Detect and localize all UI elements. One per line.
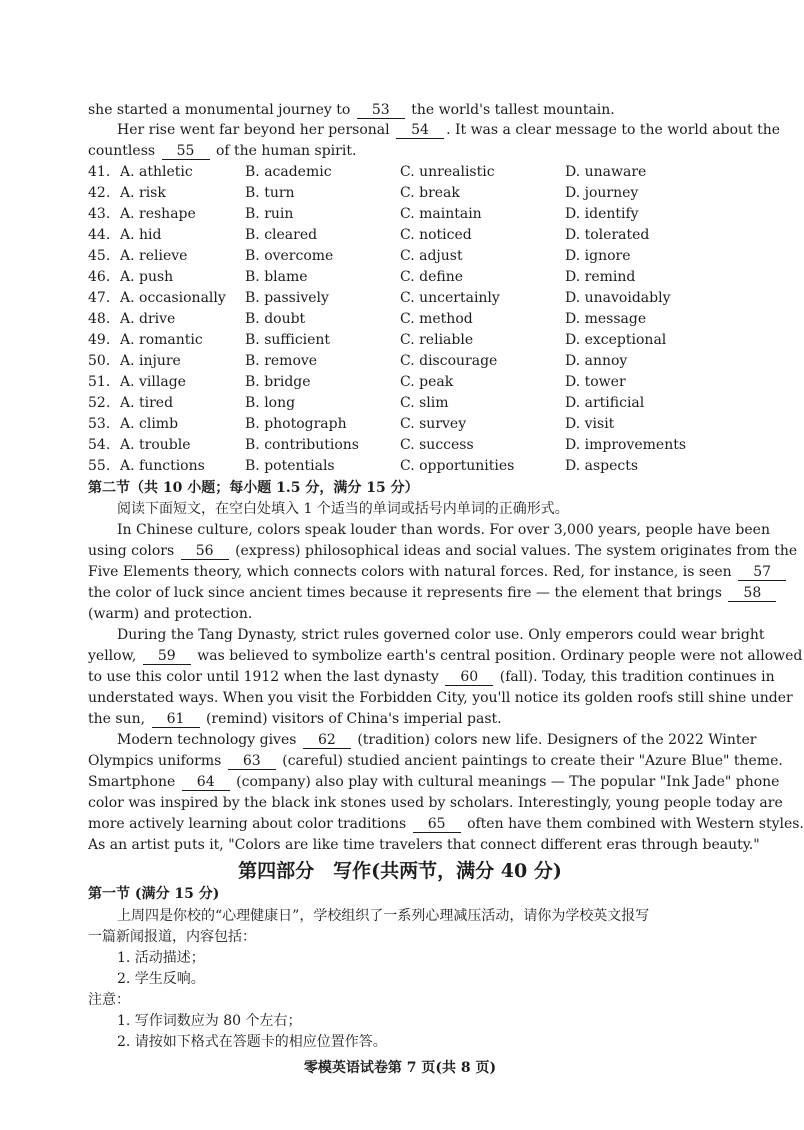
answer-blank: 55: [162, 143, 210, 160]
part4-section1-heading: 第一节 (满分 15 分): [88, 886, 220, 902]
passage-line: In Chinese culture, colors speak louder than words. For over 3,000 years, people have been: [117, 522, 770, 538]
option-row: 55. A. functions B. potentials C. opportunities D. aspects: [88, 458, 639, 474]
passage-line: yellow, 59 was believed to symbolize earth's central position. Ordinary people were not allowed: [88, 648, 803, 664]
passage-line: the sun, 61 (remind) visitors of China's imperial past.: [88, 711, 502, 727]
passage-line: using colors 56 (express) philosophical ideas and social values. The system originates from the: [88, 543, 798, 559]
answer-blank: 53: [357, 102, 405, 119]
passage-line: Her rise went far beyond her personal 54 . It was a clear message to the world about the: [117, 122, 781, 138]
answer-blank: 56: [181, 543, 229, 560]
passage-line: (warm) and protection.: [88, 606, 253, 622]
note-item: 2. 请按如下格式在答题卡的相应位置作答。: [117, 1034, 387, 1050]
passage-line: to use this color until 1912 when the last dynasty 60 (fall). Today, this tradition continues in: [88, 669, 775, 685]
option-row: 53. A. climb B. photograph C. survey D. visit: [88, 416, 615, 432]
answer-blank: 65: [413, 816, 461, 833]
section2-heading: 第二节（共 10 小题；每小题 1.5 分，满分 15 分）: [88, 480, 419, 496]
passage-line: more actively learning about color traditions 65 often have them combined with Western styles.: [88, 816, 804, 832]
answer-blank: 61: [152, 711, 200, 728]
option-row: 45. A. relieve B. overcome C. adjust D. ignore: [88, 248, 631, 264]
writing-prompt: 一篇新闻报道，内容包括：: [88, 929, 256, 945]
option-row: 52. A. tired B. long C. slim D. artificial: [88, 395, 645, 411]
passage-line: understated ways. When you visit the Forbidden City, you'll notice its golden roofs still shine under: [88, 690, 793, 706]
passage-line: color was inspired by the black ink stones used by scholars. Interestingly, young people today are: [88, 795, 783, 811]
answer-blank: 54: [396, 122, 444, 139]
passage-line: she started a monumental journey to 53 the world's tallest mountain.: [88, 102, 615, 118]
option-row: 46. A. push B. blame C. define D. remind: [88, 269, 636, 285]
answer-blank: 60: [445, 669, 493, 686]
passage-line: Five Elements theory, which connects colors with natural forces. Red, for instance, is seen 57: [88, 562, 713, 582]
writing-prompt: 上周四是你校的“心理健康日”，学校组织了一系列心理减压活动，请你为学校英文报写: [117, 908, 650, 924]
passage-line: As an artist puts it, "Colors are like time travelers that connect different eras through beauty.": [88, 837, 760, 853]
option-row: 50. A. injure B. remove C. discourage D. annoy: [88, 353, 628, 369]
option-row: 43. A. reshape B. ruin C. maintain D. identify: [88, 206, 639, 222]
option-row: 49. A. romantic B. sufficient C. reliable D. exceptional: [88, 332, 667, 348]
answer-blank: 62: [303, 732, 351, 749]
option-row: 48. A. drive B. doubt C. method D. message: [88, 311, 647, 327]
passage-line: Smartphone 64 (company) also play with cultural meanings — The popular "Ink Jade" phone: [88, 774, 780, 790]
answer-blank: 59: [143, 648, 191, 665]
note-item: 1. 写作词数应为 80 个左右；: [117, 1013, 302, 1029]
option-row: 41. A. athletic B. academic C. unrealistic D. unaware: [88, 164, 647, 180]
option-row: 44. A. hid B. cleared C. noticed D. tolerated: [88, 227, 650, 243]
prompt-point: 2. 学生反响。: [117, 971, 205, 987]
part4-title: 第四部分 写作(共两节，满分 40 分): [238, 860, 562, 882]
option-row: 42. A. risk B. turn C. break D. journey: [88, 185, 639, 201]
option-row: 51. A. village B. bridge C. peak D. tower: [88, 374, 626, 390]
passage-line: countless 55 of the human spirit.: [88, 143, 357, 159]
passage-line: Modern technology gives 62 (tradition) colors new life. Designers of the 2022 Winter: [117, 732, 757, 748]
passage-line: During the Tang Dynasty, strict rules governed color use. Only emperors could wear bright: [117, 627, 765, 643]
answer-blank: 63: [228, 753, 276, 770]
prompt-point: 1. 活动描述；: [117, 950, 205, 966]
notes-label: 注意：: [88, 992, 130, 1008]
answer-blank: 58: [728, 585, 776, 602]
passage-line: Olympics uniforms 63 (careful) studied ancient paintings to create their "Azure Blue" theme.: [88, 753, 783, 769]
answer-blank: 64: [182, 774, 230, 791]
passage-line: the color of luck since ancient times because it represents fire — the element that brings 58: [88, 583, 713, 603]
option-row: 47. A. occasionally B. passively C. uncertainly D. unavoidably: [88, 290, 671, 306]
section2-instruction: 阅读下面短文，在空白处填入 1 个适当的单词或括号内单词的正确形式。: [117, 501, 569, 517]
option-row: 54. A. trouble B. contributions C. success D. improvements: [88, 437, 687, 453]
page-footer: 零模英语试卷第 7 页(共 8 页): [303, 1060, 497, 1076]
answer-blank: 57: [738, 564, 786, 581]
